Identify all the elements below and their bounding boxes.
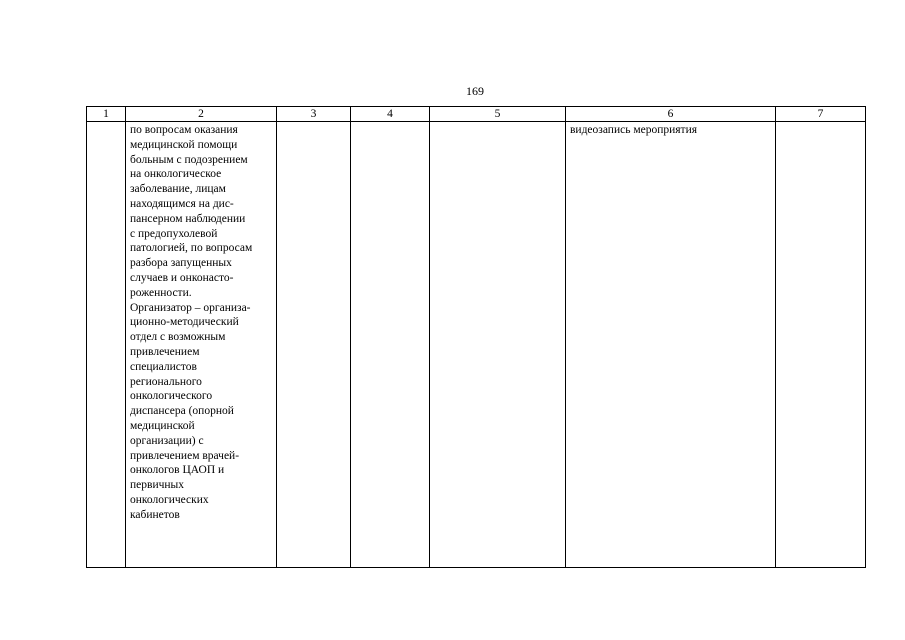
column-header-3: 3 <box>277 107 351 122</box>
column-header-2: 2 <box>126 107 277 122</box>
cell-col-1 <box>87 122 126 568</box>
cell-col-4-text <box>351 122 429 123</box>
cell-col-2-text: по вопросам оказания медицинской помощи больным с подозрением на онкологическое заболевание, лицам находящимся на дис- пансерном наблюдении с предопухолевой патологией, по вопросам разбора запущенных случаев и онконасто- роженности. Организатор – организа- ционно-методический отдел с возможным привлечением специалистов регионального онкологического диспансера (опорной медицинской организации) с привлечением врачей- онкологов ЦАОП и первичных онкологических кабинетов <box>130 124 253 521</box>
page-number: 169 <box>466 84 484 98</box>
header-row <box>87 107 866 122</box>
cell-col-4 <box>351 122 430 568</box>
column-header-5: 5 <box>430 107 566 122</box>
cell-col-1-text <box>87 122 125 123</box>
document-table <box>86 106 866 568</box>
cell-col-5 <box>430 122 566 568</box>
cell-col-3-text <box>277 122 350 123</box>
table-row <box>87 122 866 568</box>
column-header-6: 6 <box>566 107 776 122</box>
cell-col-7 <box>776 122 866 568</box>
cell-col-2 <box>126 122 277 568</box>
cell-col-7-text <box>776 122 865 123</box>
column-header-7: 7 <box>776 107 866 122</box>
column-header-1: 1 <box>87 107 126 122</box>
cell-col-3 <box>277 122 351 568</box>
column-header-4: 4 <box>351 107 430 122</box>
cell-col-5-text <box>430 122 565 123</box>
cell-col-6-text: видеозапись мероприятия <box>570 124 698 136</box>
cell-col-6 <box>566 122 776 568</box>
